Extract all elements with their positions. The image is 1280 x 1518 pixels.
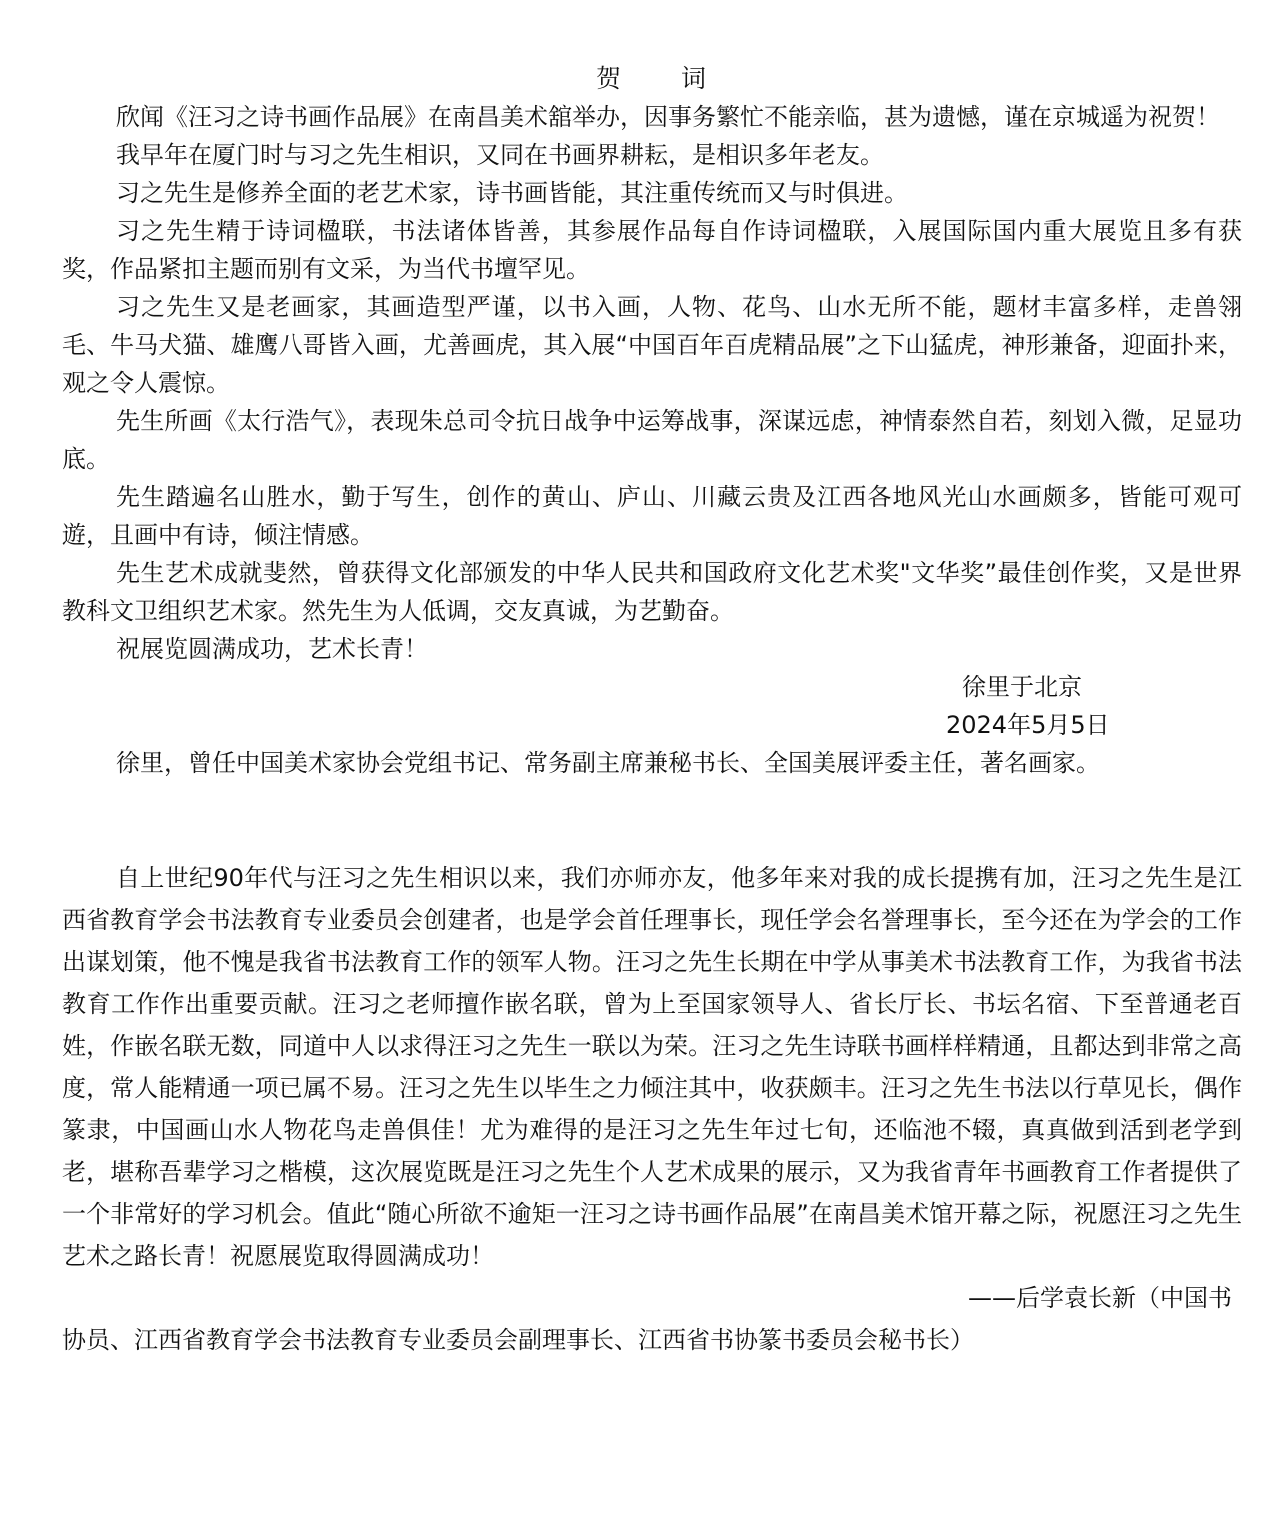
paragraph: 习之先生精于诗词楹联，书法诸体皆善，其参展作品每自作诗词楹联，入展国际国内重大展览且多有获奖，作品紧扣主题而别有文采，为当代书壇罕见。 — [62, 217, 1242, 283]
section-spacer — [62, 782, 1242, 857]
paragraph: 我早年在厦门时与习之先生相识，又同在书画界耕耘，是相识多年老友。 — [116, 141, 884, 169]
date: 2024年5月5日 — [946, 711, 1110, 739]
paragraph: 习之先生又是老画家，其画造型严谨，以书入画，人物、花鸟、山水无所不能，题材丰富多样，走兽翎毛、牛马犬猫、雄鹰八哥皆入画，尤善画虎，其入展“中国百年百虎精品展”之下山猛虎，神形兼备，迎面扑来，观之令人震惊。 — [62, 293, 1242, 397]
author-bio: 徐里，曾任中国美术家协会党组书记、常务副主席兼秘书长、全国美展评委主任，著名画家。 — [116, 749, 1100, 777]
paragraph: 欣闻《汪习之诗书画作品展》在南昌美术舘举办，因事务繁忙不能亲临，甚为遗憾，谨在京城遥为祝贺！ — [116, 103, 1220, 131]
title-char-2: 词 — [681, 64, 709, 93]
signature: 徐里于北京 — [962, 673, 1082, 701]
paragraph: 自上世纪90年代与汪习之先生相识以来，我们亦师亦友，他多年来对我的成长提携有加，汪习之先生是江西省教育学会书法教育专业委员会创建者，也是学会首任理事长，现任学会名誉理事长，至今还在为学会的工作出谋划策，他不愧是我省书法教育工作的领军人物。汪习之先生长期在中学从事美术书法教育工作，为我省书法教育工作作出重要贡献。汪习之老师擅作嵌名联，曾为上至国家领导人、省长厅长、书坛名宿、下至普通老百姓，作嵌名联无数，同道中人以求得汪习之先生一联以为荣。汪习之先生诗联书画样样精通，且都达到非常之高度，常人能精通一项已属不易。汪习之先生以毕生之力倾注其中，收获颇丰。汪习之先生书法以行草见长，偶作篆隶，中国画山水人物花鸟走兽俱佳！尤为难得的是汪习之先生年过七旬，还临池不辍，真真做到活到老学到老，堪称吾辈学习之楷模，这次展览既是汪习之先生个人艺术成果的展示，又为我省青年书画教育工作者提供了一个非常好的学习机会。值此“随心所欲不逾矩一汪习之诗书画作品展”在南昌美术馆开幕之际，祝愿汪习之先生艺术之路长青！祝愿展览取得圆满成功！ — [62, 864, 1242, 1270]
paragraph: 先生艺术成就斐然，曾获得文化部颁发的中华人民共和国政府文化艺术奖"文华奖”最佳创作奖，又是世界教科文卫组织艺术家。然先生为人低调，交友真诚，为艺勤奋。 — [62, 559, 1242, 625]
author-title: 协员、江西省教育学会书法教育专业委员会副理事长、江西省书协篆书委员会秘书长） — [62, 1326, 974, 1354]
paragraph: 先生所画《太行浩气》，表现朱总司令抗日战争中运筹战事，深谋远虑，神情泰然自若，刻划入微，足显功底。 — [62, 407, 1242, 473]
paragraph: 祝展览圆满成功，艺术长青！ — [116, 635, 428, 663]
signature: ——后学袁长新（中国书 — [968, 1284, 1232, 1312]
paragraph: 先生踏遍名山胜水，勤于写生，创作的黄山、庐山、川藏云贵及江西各地风光山水画颇多，皆能可观可遊，且画中有诗，倾注情感。 — [62, 483, 1242, 549]
title-char-1: 贺 — [595, 64, 623, 93]
document — [62, 60, 1242, 1361]
paragraph: 习之先生是修养全面的老艺术家，诗书画皆能，其注重传统而又与时俱进。 — [116, 179, 908, 207]
page-title — [62, 60, 1242, 98]
